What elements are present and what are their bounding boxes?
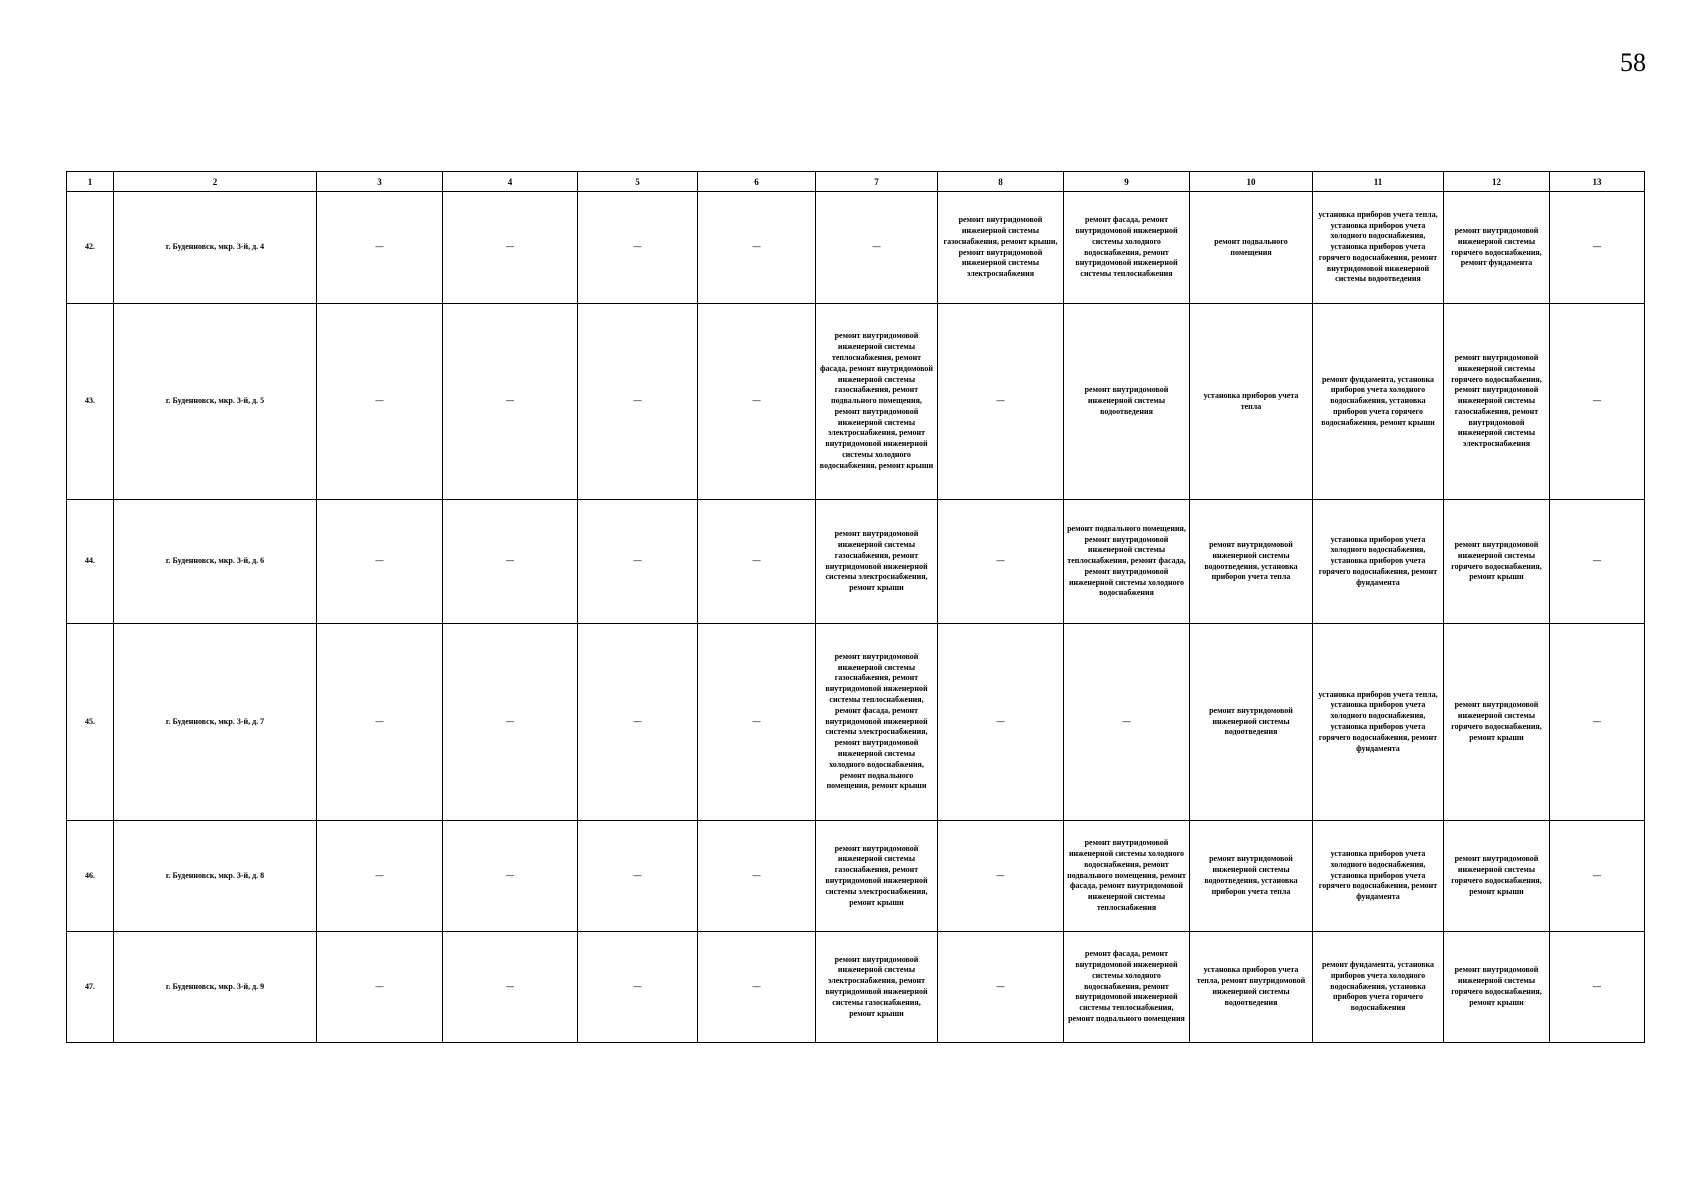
row-address: г. Буденновск, мкр. 3-й, д. 4 <box>114 192 317 304</box>
empty-cell: — <box>578 192 698 304</box>
empty-cell: — <box>1550 192 1645 304</box>
work-cell: ремонт внутридомовой инженерной системы горячего водоснабжения, ремонт крыши <box>1444 624 1550 821</box>
row-address: г. Буденновск, мкр. 3-й, д. 5 <box>114 304 317 500</box>
empty-cell: — <box>443 932 578 1043</box>
work-cell: установка приборов учета тепла, ремонт внутридомовой инженерной системы водоотведения <box>1190 932 1313 1043</box>
empty-cell: — <box>578 304 698 500</box>
empty-cell: — <box>698 932 816 1043</box>
empty-cell: — <box>698 192 816 304</box>
empty-cell: — <box>317 932 443 1043</box>
empty-cell: — <box>443 192 578 304</box>
work-cell: ремонт фундамента, установка приборов учета холодного водоснабжения, установка приборов учета горячего водоснабжения, ремонт крыши <box>1313 304 1444 500</box>
column-header: 13 <box>1550 172 1645 192</box>
row-address: г. Буденновск, мкр. 3-й, д. 8 <box>114 821 317 932</box>
work-cell: — <box>938 500 1064 624</box>
work-cell: ремонт внутридомовой инженерной системы газоснабжения, ремонт внутридомовой инженерной системы электроснабжения, ремонт крыши <box>816 821 938 932</box>
work-cell: ремонт внутридомовой инженерной системы горячего водоснабжения, ремонт крыши <box>1444 821 1550 932</box>
column-header: 1 <box>67 172 114 192</box>
work-cell: ремонт внутридомовой инженерной системы водоотведения <box>1064 304 1190 500</box>
work-cell: установка приборов учета тепла <box>1190 304 1313 500</box>
table-row <box>67 821 1645 932</box>
page-number: 58 <box>1620 48 1646 77</box>
empty-cell: — <box>578 932 698 1043</box>
empty-cell: — <box>317 624 443 821</box>
empty-cell: — <box>443 624 578 821</box>
empty-cell: — <box>698 304 816 500</box>
row-number: 47. <box>67 932 114 1043</box>
empty-cell: — <box>578 821 698 932</box>
row-number: 42. <box>67 192 114 304</box>
work-cell: ремонт внутридомовой инженерной системы горячего водоснабжения, ремонт крыши <box>1444 500 1550 624</box>
work-cell: ремонт подвального помещения <box>1190 192 1313 304</box>
empty-cell: — <box>317 304 443 500</box>
empty-cell: — <box>317 192 443 304</box>
work-cell: ремонт внутридомовой инженерной системы газоснабжения, ремонт крыши, ремонт внутридомовой инженерной системы электроснабжения <box>938 192 1064 304</box>
column-header: 2 <box>114 172 317 192</box>
work-cell: — <box>938 624 1064 821</box>
work-cell: ремонт внутридомовой инженерной системы горячего водоснабжения, ремонт внутридомовой инженерной системы газоснабжения, ремонт внутридомовой инженерной системы электроснабжения <box>1444 304 1550 500</box>
empty-cell: — <box>578 624 698 821</box>
work-cell: ремонт подвального помещения, ремонт внутридомовой инженерной системы теплоснабжения, ремонт фасада, ремонт внутридомовой инженерной системы холодного водоснабжения <box>1064 500 1190 624</box>
column-header: 10 <box>1190 172 1313 192</box>
empty-cell: — <box>1550 304 1645 500</box>
row-number: 45. <box>67 624 114 821</box>
empty-cell: — <box>1550 821 1645 932</box>
empty-cell: — <box>443 304 578 500</box>
work-cell: ремонт фасада, ремонт внутридомовой инженерной системы холодного водоснабжения, ремонт внутридомовой инженерной системы теплоснабжения, ремонт подвального помещения <box>1064 932 1190 1043</box>
row-number: 46. <box>67 821 114 932</box>
work-cell: установка приборов учета холодного водоснабжения, установка приборов учета горячего водоснабжения, ремонт фундамента <box>1313 821 1444 932</box>
empty-cell: — <box>698 624 816 821</box>
table-row <box>67 624 1645 821</box>
work-cell: ремонт внутридомовой инженерной системы водоотведения, установка приборов учета тепла <box>1190 821 1313 932</box>
empty-cell: — <box>1550 500 1645 624</box>
table-row <box>67 192 1645 304</box>
work-cell: установка приборов учета тепла, установка приборов учета холодного водоснабжения, установка приборов учета горячего водоснабжения, ремонт фундамента <box>1313 624 1444 821</box>
row-address: г. Буденновск, мкр. 3-й, д. 7 <box>114 624 317 821</box>
empty-cell: — <box>443 821 578 932</box>
work-cell: ремонт внутридомовой инженерной системы горячего водоснабжения, ремонт крыши <box>1444 932 1550 1043</box>
work-cell: ремонт внутридомовой инженерной системы водоотведения <box>1190 624 1313 821</box>
work-cell: — <box>1064 624 1190 821</box>
column-header: 3 <box>317 172 443 192</box>
column-header: 11 <box>1313 172 1444 192</box>
work-cell: ремонт фасада, ремонт внутридомовой инженерной системы холодного водоснабжения, ремонт внутридомовой инженерной системы теплоснабжения <box>1064 192 1190 304</box>
work-cell: ремонт фундамента, установка приборов учета холодного водоснабжения, установка приборов учета горячего водоснабжения <box>1313 932 1444 1043</box>
work-cell: — <box>938 932 1064 1043</box>
column-header: 9 <box>1064 172 1190 192</box>
empty-cell: — <box>698 500 816 624</box>
table-row <box>67 500 1645 624</box>
column-header: 4 <box>443 172 578 192</box>
header-row <box>67 172 1645 192</box>
row-number: 43. <box>67 304 114 500</box>
row-number: 44. <box>67 500 114 624</box>
empty-cell: — <box>317 821 443 932</box>
work-cell: установка приборов учета холодного водоснабжения, установка приборов учета горячего водоснабжения, ремонт фундамента <box>1313 500 1444 624</box>
empty-cell: — <box>578 500 698 624</box>
work-cell: ремонт внутридомовой инженерной системы холодного водоснабжения, ремонт подвального помещения, ремонт фасада, ремонт внутридомовой инженерной системы теплоснабжения <box>1064 821 1190 932</box>
work-cell: ремонт внутридомовой инженерной системы электроснабжения, ремонт внутридомовой инженерной системы газоснабжения, ремонт крыши <box>816 932 938 1043</box>
column-header: 7 <box>816 172 938 192</box>
row-address: г. Буденновск, мкр. 3-й, д. 6 <box>114 500 317 624</box>
work-cell: ремонт внутридомовой инженерной системы водоотведения, установка приборов учета тепла <box>1190 500 1313 624</box>
work-cell: установка приборов учета тепла, установка приборов учета холодного водоснабжения, установка приборов учета горячего водоснабжения, ремонт внутридомовой инженерной системы водоотведения <box>1313 192 1444 304</box>
empty-cell: — <box>443 500 578 624</box>
column-header: 8 <box>938 172 1064 192</box>
column-header: 12 <box>1444 172 1550 192</box>
empty-cell: — <box>317 500 443 624</box>
work-cell: — <box>816 192 938 304</box>
row-address: г. Буденновск, мкр. 3-й, д. 9 <box>114 932 317 1043</box>
column-header: 5 <box>578 172 698 192</box>
work-cell: — <box>938 821 1064 932</box>
repair-schedule-table <box>66 171 1645 1043</box>
empty-cell: — <box>698 821 816 932</box>
work-cell: ремонт внутридомовой инженерной системы газоснабжения, ремонт внутридомовой инженерной системы теплоснабжения, ремонт фасада, ремонт внутридомовой инженерной системы электроснабжения, ремонт внутридомовой инженерной системы холодного водоснабжения, ремонт подвального помещения, ремонт крыши <box>816 624 938 821</box>
table-row <box>67 932 1645 1043</box>
work-cell: — <box>938 304 1064 500</box>
empty-cell: — <box>1550 932 1645 1043</box>
table-row <box>67 304 1645 500</box>
work-cell: ремонт внутридомовой инженерной системы газоснабжения, ремонт внутридомовой инженерной системы электроснабжения, ремонт крыши <box>816 500 938 624</box>
work-cell: ремонт внутридомовой инженерной системы теплоснабжения, ремонт фасада, ремонт внутридомовой инженерной системы газоснабжения, ремонт подвального помещения, ремонт внутридомовой инженерной системы электроснабжения, ремонт внутридомовой инженерной системы холодного водоснабжения, ремонт крыши <box>816 304 938 500</box>
work-cell: ремонт внутридомовой инженерной системы горячего водоснабжения, ремонт фундамента <box>1444 192 1550 304</box>
column-header: 6 <box>698 172 816 192</box>
empty-cell: — <box>1550 624 1645 821</box>
